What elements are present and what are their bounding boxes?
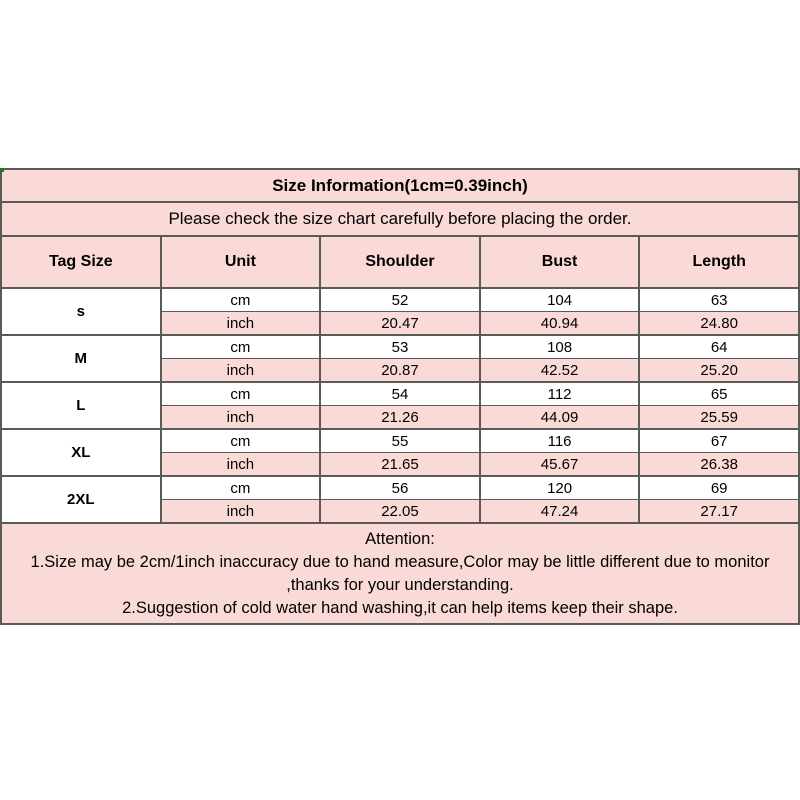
unit-cell-inch: inch — [161, 500, 321, 524]
size-row-cm — [1, 288, 799, 312]
column-header-bust: Bust — [480, 236, 640, 288]
measurement-cell: 25.59 — [639, 406, 799, 430]
attention-note — [1, 523, 799, 624]
title-row — [1, 169, 799, 202]
size-chart-title: Size Information(1cm=0.39inch) — [1, 169, 799, 202]
measurement-cell: 53 — [320, 335, 480, 359]
measurement-cell: 42.52 — [480, 359, 640, 383]
unit-cell-cm: cm — [161, 476, 321, 500]
measurement-cell: 52 — [320, 288, 480, 312]
column-header-tag-size: Tag Size — [1, 236, 161, 288]
attention-heading: Attention: — [365, 529, 435, 548]
measurement-cell: 108 — [480, 335, 640, 359]
column-header-unit: Unit — [161, 236, 321, 288]
size-label: M — [1, 335, 161, 382]
size-row-cm — [1, 429, 799, 453]
measurement-cell: 64 — [639, 335, 799, 359]
size-chart-subtitle: Please check the size chart carefully before placing the order. — [1, 202, 799, 236]
column-header-row — [1, 236, 799, 288]
size-label: XL — [1, 429, 161, 476]
unit-cell-inch: inch — [161, 406, 321, 430]
measurement-cell: 21.26 — [320, 406, 480, 430]
unit-cell-cm: cm — [161, 382, 321, 406]
measurement-cell: 26.38 — [639, 453, 799, 477]
measurement-cell: 69 — [639, 476, 799, 500]
size-chart-top-section — [1, 169, 799, 288]
attention-line-1: 1.Size may be 2cm/1inch inaccuracy due to hand measure,Color may be little different due to monitor — [30, 552, 770, 571]
measurement-cell: 25.20 — [639, 359, 799, 383]
unit-cell-cm: cm — [161, 429, 321, 453]
measurement-cell: 120 — [480, 476, 640, 500]
measurement-cell: 55 — [320, 429, 480, 453]
measurement-cell: 22.05 — [320, 500, 480, 524]
measurement-cell: 44.09 — [480, 406, 640, 430]
size-row-cm — [1, 476, 799, 500]
measurement-cell: 45.67 — [480, 453, 640, 477]
measurement-cell: 47.24 — [480, 500, 640, 524]
measurement-cell: 112 — [480, 382, 640, 406]
measurement-cell: 116 — [480, 429, 640, 453]
size-row-cm — [1, 335, 799, 359]
size-rows-section — [1, 288, 799, 523]
measurement-cell: 63 — [639, 288, 799, 312]
green-corner-artifact — [0, 168, 4, 172]
subtitle-row — [1, 202, 799, 236]
unit-cell-inch: inch — [161, 453, 321, 477]
measurement-cell: 40.94 — [480, 312, 640, 336]
measurement-cell: 54 — [320, 382, 480, 406]
measurement-cell: 21.65 — [320, 453, 480, 477]
size-chart-table — [0, 168, 800, 625]
unit-cell-inch: inch — [161, 359, 321, 383]
measurement-cell: 67 — [639, 429, 799, 453]
size-label: s — [1, 288, 161, 335]
measurement-cell: 20.47 — [320, 312, 480, 336]
attention-row — [1, 523, 799, 624]
size-row-cm — [1, 382, 799, 406]
measurement-cell: 24.80 — [639, 312, 799, 336]
size-label: L — [1, 382, 161, 429]
attention-line-2: ,thanks for your understanding. — [286, 575, 514, 594]
size-label: 2XL — [1, 476, 161, 523]
attention-section — [1, 523, 799, 624]
column-header-length: Length — [639, 236, 799, 288]
measurement-cell: 27.17 — [639, 500, 799, 524]
measurement-cell: 65 — [639, 382, 799, 406]
attention-line-3: 2.Suggestion of cold water hand washing,it can help items keep their shape. — [122, 598, 678, 617]
unit-cell-cm: cm — [161, 335, 321, 359]
unit-cell-cm: cm — [161, 288, 321, 312]
column-header-shoulder: Shoulder — [320, 236, 480, 288]
unit-cell-inch: inch — [161, 312, 321, 336]
measurement-cell: 20.87 — [320, 359, 480, 383]
measurement-cell: 104 — [480, 288, 640, 312]
measurement-cell: 56 — [320, 476, 480, 500]
